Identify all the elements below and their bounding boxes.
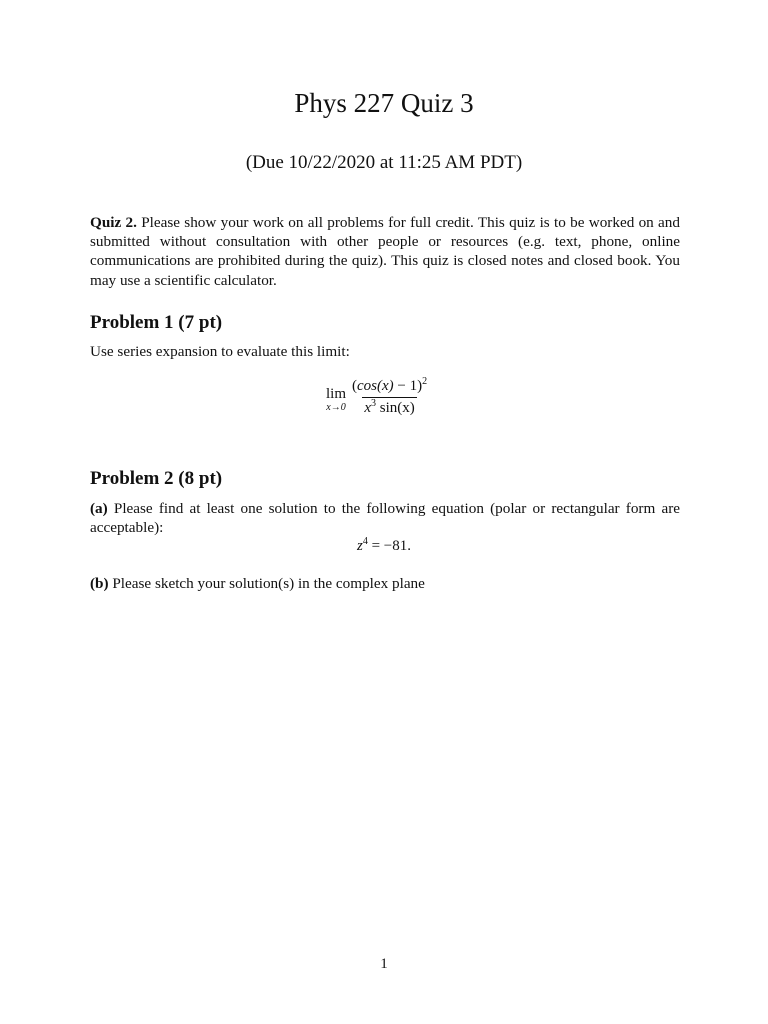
instructions-label: Quiz 2.	[90, 214, 137, 231]
part-a-label: (a)	[90, 500, 108, 517]
limit-expression	[326, 372, 429, 422]
problem-1-text: Use series expansion to evaluate this limit:	[90, 343, 350, 360]
part-b-text: Please sketch your solution(s) in the complex plane	[112, 575, 425, 592]
lim-word: lim	[326, 385, 347, 402]
part-b-label: (b)	[90, 575, 109, 592]
limit-operator	[326, 386, 346, 413]
due-date: (Due 10/22/2020 at 11:25 AM PDT)	[245, 152, 523, 173]
numerator-exponent: 2	[422, 375, 428, 387]
problem-2a	[90, 499, 680, 537]
equation-exponent: 4	[362, 536, 368, 547]
equation-variable: z	[356, 538, 363, 554]
instructions-text: Please show your work on all problems for full credit. This quiz is to be worked on and submitted without consultation with other people or resources (e.g. text, phone, online communications are prohibited during the quiz). This quiz is closed notes and closed book. You may use a scientific calculator.	[90, 214, 680, 289]
numerator-rest: − 1)	[393, 377, 423, 394]
problem-1-heading: Problem 1 (7 pt)	[90, 312, 223, 333]
fraction-denominator	[362, 397, 416, 417]
problem-2-heading: Problem 2 (8 pt)	[90, 468, 223, 489]
quiz-title: Phys 227 Quiz 3	[294, 88, 474, 118]
problem-2b	[90, 574, 680, 593]
denominator-variable: x	[364, 399, 372, 416]
lim-subscript: x→0	[326, 401, 346, 413]
numerator-open: (	[352, 377, 358, 394]
denominator-rest: sin(x)	[376, 399, 415, 416]
page-number: 1	[380, 956, 388, 972]
part-a-text: Please find at least one solution to the following equation (polar or rectangular form are acceptable):	[90, 500, 680, 537]
denominator-exponent: 3	[371, 397, 377, 409]
fraction-numerator	[350, 375, 429, 397]
equation-rest: = −81.	[367, 538, 411, 554]
quiz-instructions	[90, 213, 680, 290]
numerator-function: cos(x)	[357, 377, 394, 394]
limit-fraction	[350, 375, 429, 417]
equation	[0, 537, 768, 556]
